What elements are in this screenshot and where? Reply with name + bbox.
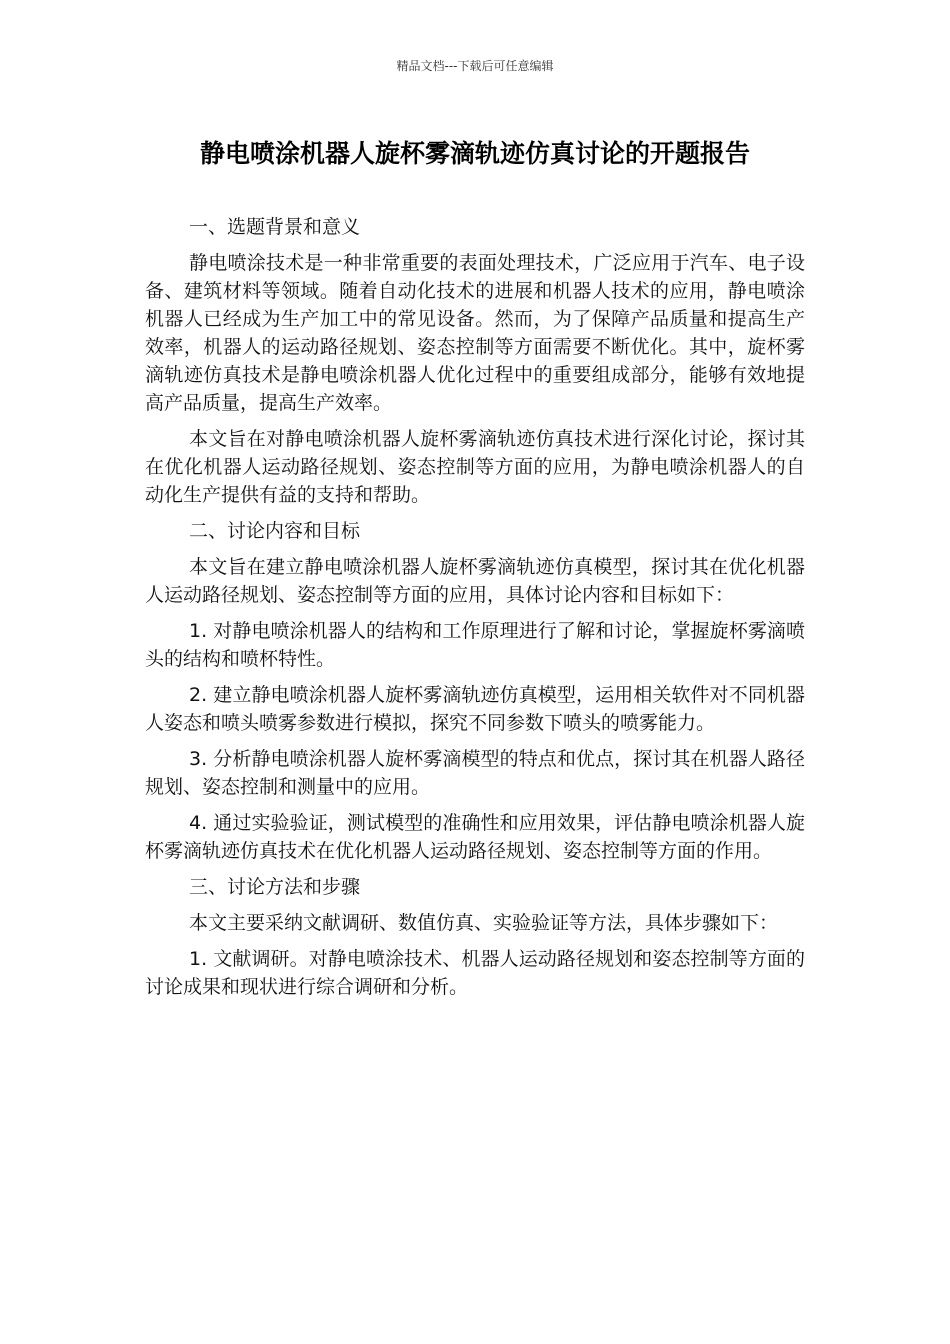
paragraph: 本文旨在建立静电喷涂机器人旋杯雾滴轨迹仿真模型，探讨其在优化机器人运动路径规划、姿态控制等方面的应用，具体讨论内容和目标如下： [145,556,805,606]
list-item: 3. 分析静电喷涂机器人旋杯雾滴模型的特点和优点，探讨其在机器人路径规划、姿态控制和测量中的应用。 [145,748,805,798]
paragraph: 静电喷涂技术是一种非常重要的表面处理技术，广泛应用于汽车、电子设备、建筑材料等领域。随着自动化技术的进展和机器人技术的应用，静电喷涂机器人已经成为生产加工中的常见设备。然而，为了保障产品质量和提高生产效率，机器人的运动路径规划、姿态控制等方面需要不断优化。其中，旋杯雾滴轨迹仿真技术是静电喷涂机器人优化过程中的重要组成部分，能够有效地提高产品质量，提高生产效率。 [145,252,805,414]
list-item: 4. 通过实验验证，测试模型的准确性和应用效果，评估静电喷涂机器人旋杯雾滴轨迹仿真技术在优化机器人运动路径规划、姿态控制等方面的作用。 [145,812,805,862]
list-item: 1. 文献调研。对静电喷涂技术、机器人运动路径规划和姿态控制等方面的讨论成果和现状进行综合调研和分析。 [145,948,805,998]
list-item: 2. 建立静电喷涂机器人旋杯雾滴轨迹仿真模型，运用相关软件对不同机器人姿态和喷头喷雾参数进行模拟，探究不同参数下喷头的喷雾能力。 [145,684,805,734]
section-heading: 一、选题背景和意义 [189,216,361,238]
section-heading: 二、讨论内容和目标 [189,520,361,542]
list-item: 1. 对静电喷涂机器人的结构和工作原理进行了解和讨论，掌握旋杯雾滴喷头的结构和喷杯特性。 [145,620,805,670]
paragraph: 本文主要采纳文献调研、数值仿真、实验验证等方法，具体步骤如下： [189,912,779,934]
section-methods-steps [145,873,805,1001]
document-title: 静电喷涂机器人旋杯雾滴轨迹仿真讨论的开题报告 [199,139,750,168]
page-header-watermark: 精品文档---下载后可任意编辑 [396,59,554,73]
section-background [145,213,805,509]
document-body [145,213,805,1009]
section-content-goals [145,517,805,865]
paragraph: 本文旨在对静电喷涂机器人旋杯雾滴轨迹仿真技术进行深化讨论，探讨其在优化机器人运动路径规划、姿态控制等方面的应用，为静电喷涂机器人的自动化生产提供有益的支持和帮助。 [145,428,805,506]
section-heading: 三、讨论方法和步骤 [189,876,361,898]
